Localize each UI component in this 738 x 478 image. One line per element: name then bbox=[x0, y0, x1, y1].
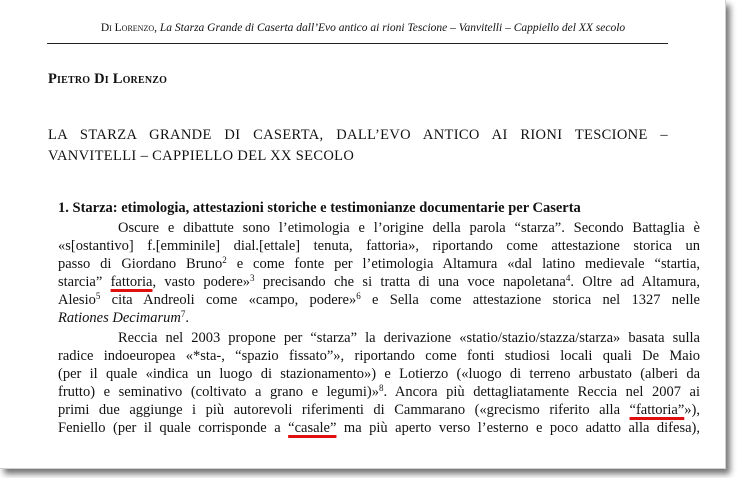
text-line-12 bbox=[58, 418, 700, 438]
text-line-7 bbox=[118, 328, 700, 348]
line-text: radice indoeuropea «*sta-, “spazio fissato”», riportando come fonti studiosi locali quali De Maio bbox=[58, 348, 700, 364]
text-line-6 bbox=[58, 308, 700, 328]
line-text: starcia” bbox=[58, 274, 111, 290]
line-text: . Oltre ad Altamura, bbox=[570, 274, 700, 290]
text-line-1 bbox=[118, 218, 700, 238]
line-text: Reccia nel 2003 propone per “starza” la derivazione «statio/stazio/stazza/starza» basata sulla bbox=[118, 330, 700, 346]
highlighted-word-casale: “casale” bbox=[288, 420, 337, 436]
line-text: , vasto podere» bbox=[152, 274, 251, 290]
line-text: e come fonte per l’etimologia Altamura «dal latino medievale “startia, bbox=[226, 256, 701, 272]
line-text: Feniello (per il quale corrisponde a bbox=[58, 420, 289, 436]
running-head bbox=[58, 22, 668, 34]
running-head-separator: , bbox=[154, 22, 160, 34]
text-line-3 bbox=[58, 254, 700, 274]
highlighted-word-fattoria: “fattoria” bbox=[629, 402, 685, 418]
author-name: Pietro Di Lorenzo bbox=[48, 71, 168, 87]
text-line-4 bbox=[58, 272, 700, 292]
line-text: »), bbox=[684, 402, 700, 418]
footnote-ref[interactable]: 3 bbox=[250, 273, 255, 283]
text-line-5 bbox=[58, 290, 700, 310]
line-text: «s[ostantivo] f.[emminile] dial.[ettale] tenuta, fattoria», riportando come attestazione storica un bbox=[58, 238, 700, 254]
running-head-author: Di Lorenzo bbox=[100, 22, 155, 34]
line-text-italic: Rationes Decimarum bbox=[58, 310, 181, 326]
text-line-11 bbox=[58, 400, 700, 420]
header-rule bbox=[47, 43, 668, 44]
line-text: passo di Giordano Bruno bbox=[58, 256, 223, 272]
footnote-ref[interactable]: 8 bbox=[378, 383, 384, 393]
section-heading: 1. Starza: etimologia, attestazioni storiche e testimonianze documentarie per Caserta bbox=[58, 200, 581, 216]
line-text: e Sella come attestazione storica nel 1327 nelle bbox=[360, 292, 700, 308]
highlighted-word-fattoria: fattoria bbox=[110, 274, 153, 290]
text-line-10 bbox=[58, 382, 700, 402]
line-text: precisando che si tratta di una voce napoletana bbox=[254, 274, 566, 290]
line-text: . Ancora più dettagliatamente Reccia nel 2007 ai bbox=[383, 384, 700, 400]
footnote-ref[interactable]: 4 bbox=[565, 273, 571, 283]
line-text: ma più aperto verso l’esterno e poco adatto alla difesa), bbox=[336, 420, 700, 436]
line-text: Alesio bbox=[58, 292, 96, 308]
line-text: primi due aggiunge i più autorevoli riferimenti di Cammarano («grecismo riferito alla bbox=[58, 402, 630, 418]
running-head-title: La Starza Grande di Caserta dall’Evo antico ai rioni Tescione – Vanvitelli – Cappiello del XX secolo bbox=[159, 22, 626, 34]
line-text: . bbox=[185, 310, 189, 326]
text-line-9 bbox=[58, 364, 700, 384]
line-text: frutto) e seminativo (coltivato a grano e legumi)» bbox=[58, 384, 379, 400]
text-line-2 bbox=[58, 236, 700, 256]
line-text: cita Andreoli come «campo, podere» bbox=[100, 292, 357, 308]
footnote-ref[interactable]: 5 bbox=[95, 291, 101, 301]
document-title: LA STARZA GRANDE DI CASERTA, DALL’EVO ANTICO AI RIONI TESCIONE – VANVITELLI – CAPPIELLO DEL XX SECOLO bbox=[48, 127, 668, 164]
line-text: Oscure e dibattute sono l’etimologia e l’origine della parola “starza”. Secondo Battaglia è bbox=[118, 220, 700, 236]
footnote-ref[interactable]: 2 bbox=[222, 255, 227, 265]
line-text: (per il quale «indica un luogo di stazionamento») e Lotierzo («luogo di terreno arbustato (alberi da bbox=[58, 366, 700, 382]
text-line-8 bbox=[58, 346, 700, 366]
footnote-ref[interactable]: 6 bbox=[356, 291, 361, 301]
footnote-ref[interactable]: 7 bbox=[180, 309, 186, 319]
